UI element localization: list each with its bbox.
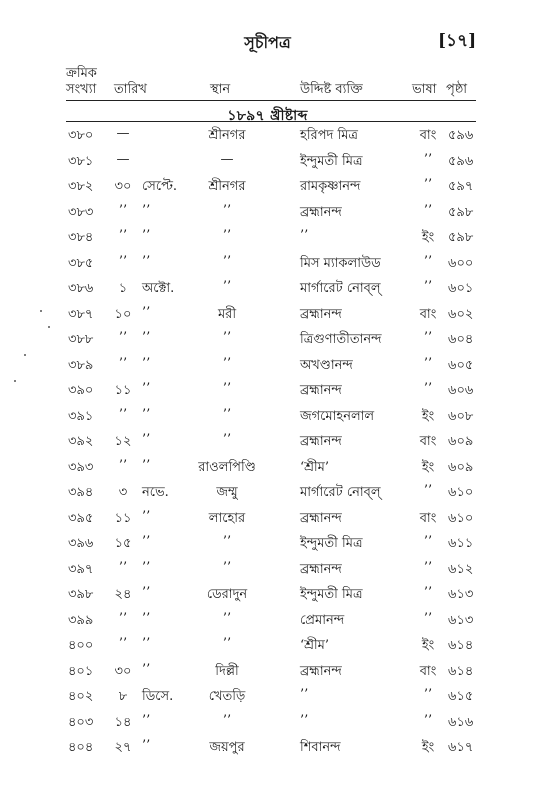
table-row [0,250,535,276]
serial-cell: ৩৯৪ [68,485,94,500]
place-cell: মরী [217,306,237,322]
print-speck [40,310,42,312]
page-cell: ৬১৫ [448,689,474,704]
place-cell: ’’ [222,253,232,269]
language-cell: ’’ [423,585,433,600]
year-heading: ১৮৯৭ খ্রীষ্টাব্দ [227,108,308,124]
page-cell: ৬১৬ [448,714,474,730]
page-cell: ৬০৯ [448,434,474,449]
table-row [0,709,535,735]
print-speck [14,380,16,382]
language-cell: ’’ [423,177,433,192]
table-row [0,658,535,684]
month-cell: ’’ [142,406,151,422]
day-cell: ১২ [114,434,132,449]
serial-cell: ৩৯২ [68,434,94,449]
month-cell: ’’ [142,508,151,524]
table-row [0,122,535,148]
serial-cell: ৪০০ [68,638,94,653]
addressee-cell: ইন্দুমতী মিত্র [300,536,363,551]
month-cell: ’’ [142,432,151,447]
table-row [0,352,535,378]
page-cell: ৬১১ [448,536,474,551]
serial-cell: ৩৮২ [68,179,94,194]
table-row [0,632,535,658]
day-cell: ’’ [118,406,128,422]
column-header-place: স্থান [210,82,231,97]
day-cell: ’’ [118,228,128,243]
place-cell: ’’ [222,202,232,218]
page-cell: ৫৯৬ [448,128,474,143]
addressee-cell: রামকৃষ্ণানন্দ [300,179,361,194]
page-cell: ৬১৭ [448,740,474,755]
page-cell: ৫৯৮ [448,204,474,220]
table-row [0,173,535,199]
table-row [0,530,535,556]
addressee-cell: ব্রহ্মানন্দ [300,306,342,322]
index-table [0,122,535,760]
page-cell: ৫৯৮ [448,230,474,245]
day-cell: ’’ [118,559,128,575]
addressee-cell: ব্রহ্মানন্দ [300,510,342,526]
serial-cell: ৩৮৮ [68,332,94,347]
month-cell: ’’ [142,381,151,396]
addressee-cell: মার্গারেট নোব্‌ল্‌ [300,281,381,296]
table-row [0,224,535,250]
serial-cell: ৩৯৬ [68,536,94,551]
language-cell: ’’ [423,381,433,396]
addressee-cell: ব্রহ্মানন্দ [300,383,342,398]
table-row [0,505,535,531]
column-header-language: ভাষা [412,82,437,97]
addressee-cell: জগমোহনলাল [300,408,375,424]
language-cell: ’’ [423,534,433,549]
day-cell: ১ [118,281,128,296]
print-speck [48,326,50,328]
table-row [0,454,535,480]
page-cell: ৬০০ [448,255,474,271]
language-cell: বাং [419,663,437,679]
day-cell: ’’ [118,355,128,371]
month-cell: ’’ [142,202,151,218]
page-cell: ৬১৩ [448,587,474,602]
language-cell: ’’ [423,355,433,371]
table-row [0,199,535,225]
language-cell: ’’ [423,279,433,294]
page-cell: ৬০৮ [448,408,474,424]
place-cell: জয়পুর [209,740,245,755]
serial-cell: ৪০৩ [68,714,94,730]
place-cell: লাহোর [208,510,246,526]
month-cell: ’’ [142,457,151,473]
language-cell: বাং [419,510,437,526]
page-title: সূচীপত্র [244,33,291,52]
table-row [0,377,535,403]
header-rule-top [66,100,476,101]
page-cell: ৬১৪ [448,663,474,679]
page-cell: ৬১০ [448,510,474,526]
language-cell: বাং [419,306,437,322]
place-cell: ’’ [222,610,232,626]
addressee-cell: ইন্দুমতী মিত্র [300,587,363,602]
addressee-cell: মিস ম্যাকলাউড [300,255,381,271]
table-row [0,734,535,760]
table-row [0,428,535,454]
month-cell: নভে. [142,485,169,500]
page-cell: ৬১০ [448,485,474,500]
day-cell: ১৫ [114,536,132,551]
table-row [0,581,535,607]
page-cell: ৬০৫ [448,357,474,373]
day-cell: ২৭ [114,740,132,755]
place-cell: জম্মু [216,485,238,500]
place-cell: দিল্লী [215,663,239,679]
addressee-cell: মার্গারেট নোব্‌ল্‌ [300,485,381,500]
language-cell: ইং [421,230,435,245]
serial-cell: ৪০২ [68,689,94,704]
serial-cell: ৩৮০ [68,128,94,143]
addressee-cell: ব্রহ্মানন্দ [300,204,342,220]
place-cell: শ্রীনগর [208,179,246,194]
language-cell: বাং [419,128,437,143]
language-cell: ইং [421,408,435,424]
language-cell: ’’ [423,330,433,345]
table-row [0,148,535,174]
day-cell: ১১ [114,510,132,526]
place-cell: ’’ [222,534,232,549]
day-cell: ৮ [118,689,128,704]
addressee-cell: অখণ্ডানন্দ [300,357,353,373]
language-cell: বাং [419,434,437,449]
page-cell: ৬০৯ [448,459,474,475]
serial-cell: ৩৯১ [68,408,94,424]
print-speck [24,354,26,356]
day-cell: ’’ [118,457,128,473]
page-cell: ৬১২ [448,561,474,577]
addressee-cell: ’’ [300,228,309,243]
page-cell: ৫৯৬ [448,153,474,169]
day-cell: — [116,126,130,141]
month-cell: ’’ [142,304,151,320]
serial-cell: ৩৯০ [68,383,94,398]
place-cell: ’’ [222,381,232,396]
table-row [0,275,535,301]
day-cell: ’’ [118,610,128,626]
language-cell: ইং [421,638,435,653]
serial-cell: ৩৮৬ [68,281,94,296]
place-cell: রাওলপিণ্ডি [198,459,256,475]
addressee-cell: হরিপদ মিত্র [300,128,358,143]
serial-cell: ৩৯৫ [68,510,94,526]
day-cell: ’’ [118,330,128,345]
place-cell: ’’ [222,559,232,575]
month-cell: ডিসে. [142,689,174,704]
addressee-cell: ব্রহ্মানন্দ [300,561,342,577]
language-cell: ’’ [423,202,433,218]
month-cell: ’’ [142,228,151,243]
page-cell: ৬০৪ [448,332,474,347]
day-cell: ৩ [118,485,128,500]
serial-cell: ৩৯৩ [68,459,94,475]
month-cell: ’’ [142,712,151,728]
place-cell: শ্রীনগর [208,128,246,143]
addressee-cell: ত্রিগুণাতীতানন্দ [300,332,382,347]
serial-cell: ৪০৪ [68,740,94,755]
day-cell: ২৪ [114,587,132,602]
day-cell: ’’ [118,202,128,218]
table-row [0,479,535,505]
page-number: [১৭] [438,31,477,51]
addressee-cell: প্রেমানন্দ [300,612,345,628]
table-row [0,683,535,709]
serial-cell: ৩৯৯ [68,612,94,628]
column-header-serial-line1: ক্রমিক [66,66,97,81]
page-cell: ৬০১ [448,281,474,296]
column-header-date: তারিখ [114,82,147,97]
addressee-cell: ‘শ্রীম’ [300,638,330,653]
column-header-serial-line2: সংখ্যা [66,82,97,97]
place-cell: ’’ [222,712,232,728]
serial-cell: ৪০১ [68,663,94,679]
month-cell: ’’ [142,636,151,651]
page-cell: ৬০৬ [448,383,474,398]
addressee-cell: ব্রহ্মানন্দ [300,434,342,449]
month-cell: ’’ [142,355,151,371]
column-header-addressee: উদ্দিষ্ট ব্যক্তি [300,82,363,97]
place-cell: ’’ [222,330,232,345]
day-cell: ’’ [118,253,128,269]
place-cell: — [220,151,234,167]
language-cell: ’’ [423,559,433,575]
serial-cell: ৩৮১ [68,153,94,169]
addressee-cell: শিবানন্দ [300,740,341,755]
language-cell: ’’ [423,610,433,626]
page-cell: ৬০২ [448,306,474,322]
place-cell: ’’ [222,636,232,651]
page-cell: ৬১৪ [448,638,474,653]
month-cell: ’’ [142,559,151,575]
day-cell: ’’ [118,636,128,651]
table-row [0,607,535,633]
table-row [0,556,535,582]
addressee-cell: ’’ [300,712,309,728]
place-cell: খেতড়ি [208,689,246,704]
day-cell: ১০ [114,306,132,322]
table-row [0,326,535,352]
place-cell: ’’ [222,279,232,294]
addressee-cell: ব্রহ্মানন্দ [300,663,342,679]
serial-cell: ৩৮৩ [68,204,94,220]
place-cell: ’’ [222,406,232,422]
language-cell: ইং [421,740,435,755]
table-row [0,403,535,429]
month-cell: সেপ্টে. [142,179,178,194]
language-cell: ’’ [423,712,433,728]
serial-cell: ৩৮৪ [68,230,94,245]
language-cell: ’’ [423,687,433,702]
place-cell: ’’ [222,355,232,371]
addressee-cell: ‘শ্রীম’ [300,459,330,475]
place-cell: ’’ [222,228,232,243]
place-cell: ডেরাদুন [206,587,248,602]
language-cell: ইং [421,459,435,475]
month-cell: ’’ [142,253,151,269]
place-cell: ’’ [222,432,232,447]
day-cell: ১১ [114,383,132,398]
table-row [0,301,535,327]
column-header-page: পৃষ্ঠা [446,82,468,97]
language-cell: ’’ [423,253,433,269]
day-cell: — [116,151,130,167]
language-cell: ’’ [423,483,433,498]
page-cell: ৬১৩ [448,612,474,628]
month-cell: ’’ [142,330,151,345]
month-cell: ’’ [142,738,151,753]
day-cell: ৩০ [114,179,132,194]
month-cell: ’’ [142,534,151,549]
day-cell: ১৪ [114,714,132,730]
language-cell: ’’ [423,151,433,167]
day-cell: ৩০ [114,663,132,679]
month-cell: ’’ [142,661,151,677]
serial-cell: ৩৮৯ [68,357,94,373]
addressee-cell: ’’ [300,687,309,702]
serial-cell: ৩৮৫ [68,255,94,271]
serial-cell: ৩৯৭ [68,561,94,577]
month-cell: অক্টো. [142,281,175,296]
serial-cell: ৩৯৮ [68,587,94,602]
month-cell: ’’ [142,585,151,600]
page-cell: ৫৯৭ [448,179,474,194]
addressee-cell: ইন্দুমতী মিত্র [300,153,363,169]
serial-cell: ৩৮৭ [68,306,94,322]
month-cell: ’’ [142,610,151,626]
